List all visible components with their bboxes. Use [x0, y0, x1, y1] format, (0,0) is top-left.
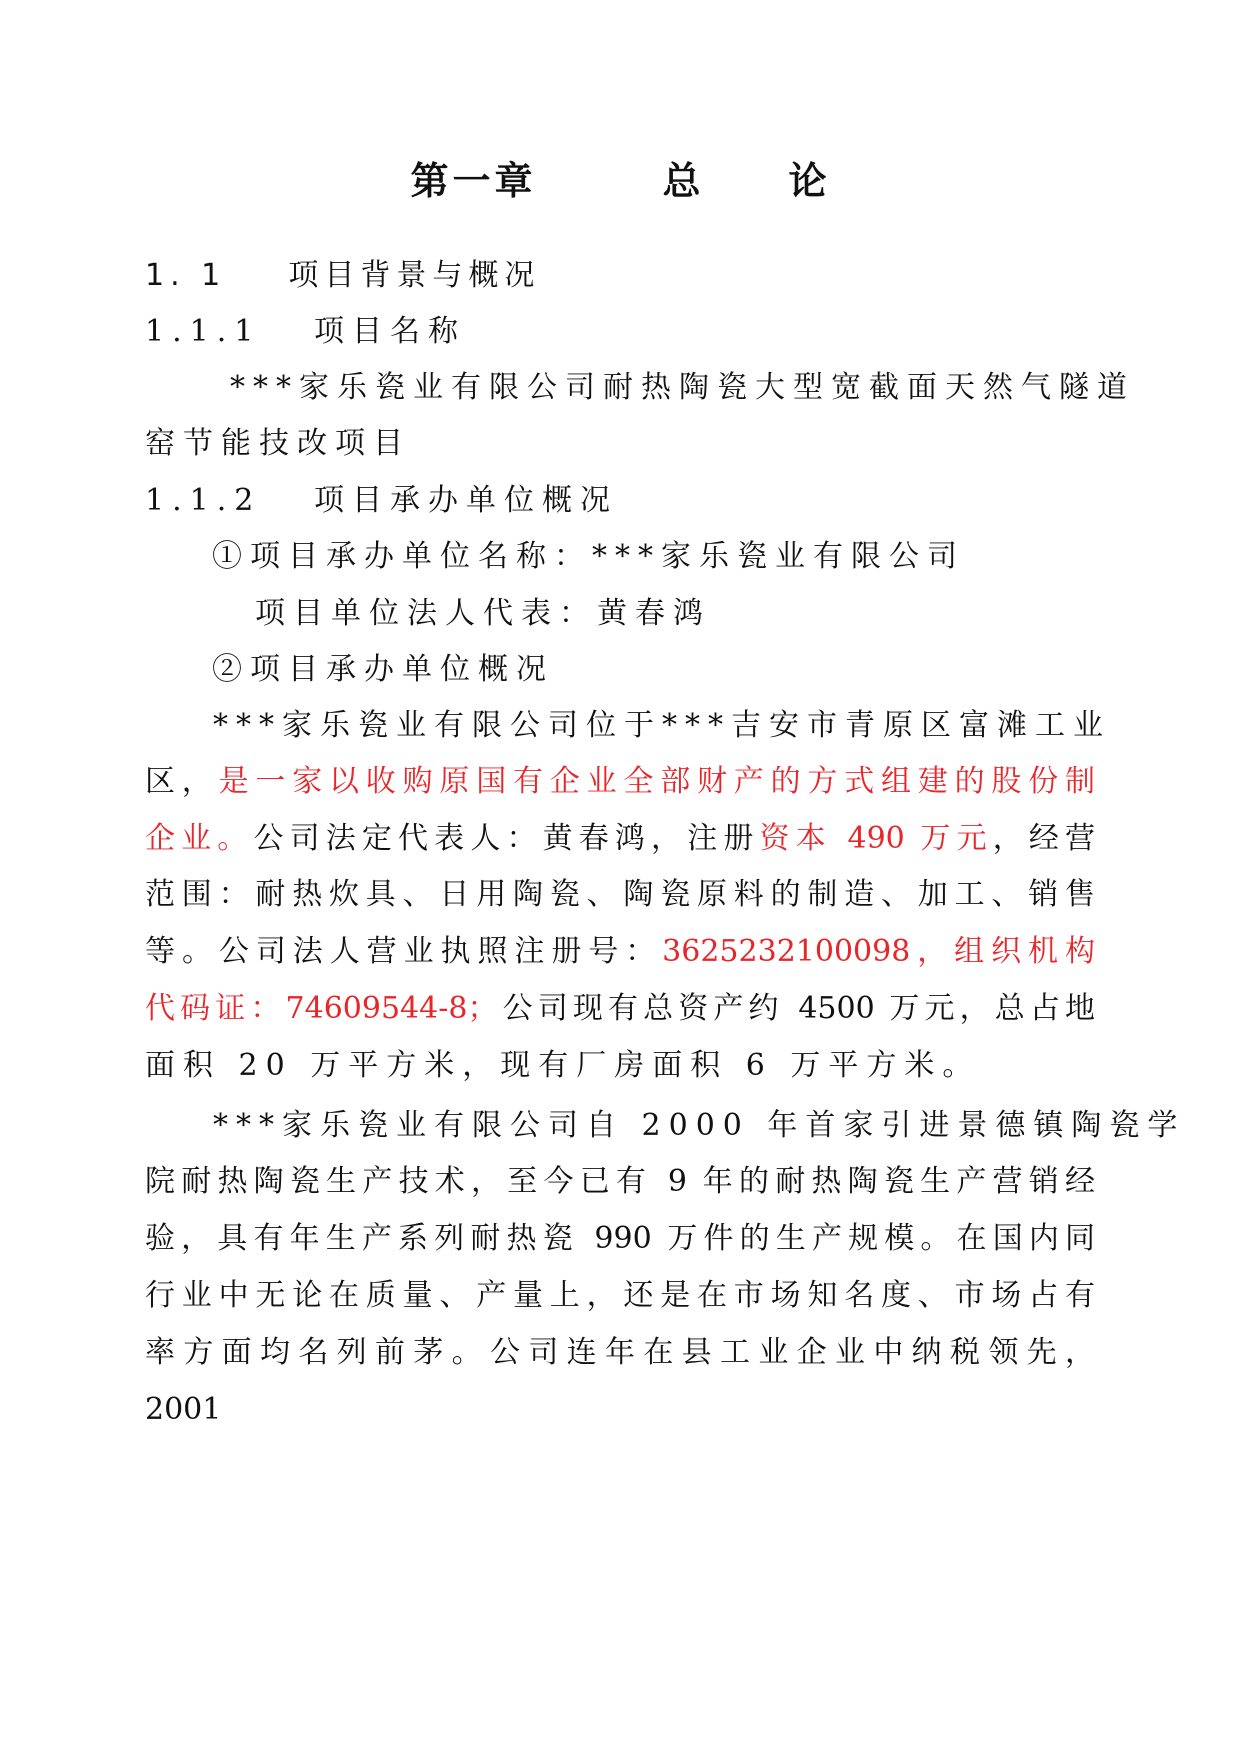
highlighted-text: 是一家以收购原国有企业全部财产的方式组建的股份制 [218, 764, 1096, 799]
paragraph-line: 代码证：74609544-8；公司现有总资产约 4500 万元，总占地 [145, 991, 1095, 1026]
paragraph-line: 等。公司法人营业执照注册号：3625232100098，组织机构 [145, 934, 1096, 969]
paragraph-line: ***家乐瓷业有限公司自 2000 年首家引进景德镇陶瓷学 [213, 1108, 1186, 1143]
highlighted-text: 3625232100098，组织机构 [662, 934, 1096, 969]
section-number: 1.1.1 [145, 314, 262, 349]
section-title: 项目名称 [313, 314, 466, 349]
section-number: 1. 1 [145, 258, 227, 293]
paragraph-line: 率方面均名列前茅。公司连年在县工业企业中纳税领先， [145, 1335, 1095, 1370]
item-1-label: ①项目承办单位名称：***家乐瓷业有限公司 [212, 539, 965, 574]
legal-representative: 项目单位法人代表：黄春鸿 [255, 596, 711, 631]
project-name-line: ***家乐瓷业有限公司耐热陶瓷大型宽截面天然气隧道 [230, 370, 1135, 405]
section-heading-1-1 [145, 256, 540, 296]
paragraph-line: 2001 [145, 1392, 222, 1427]
paragraph-line: 面积 20 万平方米，现有厂房面积 6 万平方米。 [145, 1048, 981, 1083]
item-2-label: ②项目承办单位概况 [212, 652, 554, 687]
paragraph-line: 范围：耐热炊具、日用陶瓷、陶瓷原料的制造、加工、销售 [145, 877, 1095, 912]
chapter-title: 第一章 总 论 [410, 159, 831, 203]
section-title: 项目背景与概况 [288, 258, 541, 293]
paragraph-line: 院耐热陶瓷生产技术，至今已有 9 年的耐热陶瓷生产营销经 [145, 1164, 1095, 1199]
section-title: 项目承办单位概况 [313, 483, 618, 518]
section-number: 1.1.2 [145, 483, 262, 518]
section-heading-1-1-2 [145, 481, 618, 521]
paragraph-line: ***家乐瓷业有限公司位于***吉安市青原区富滩工业 [213, 708, 1111, 743]
paragraph-line: 验，具有年生产系列耐热瓷 990 万件的生产规模。在国内同 [145, 1221, 1095, 1256]
paragraph-line: 企业。公司法定代表人：黄春鸿，注册资本 490 万元，经营 [145, 821, 1096, 856]
highlighted-text: 企业。 [145, 821, 254, 856]
highlighted-text: 资本 490 万元 [759, 821, 993, 856]
paragraph-line: 区，是一家以收购原国有企业全部财产的方式组建的股份制 [145, 764, 1096, 799]
paragraph-line: 行业中无论在质量、产量上，还是在市场知名度、市场占有 [145, 1278, 1095, 1313]
highlighted-text: 代码证：74609544-8； [145, 991, 498, 1026]
section-heading-1-1-1 [145, 312, 466, 352]
project-name-line: 窑节能技改项目 [145, 426, 411, 461]
